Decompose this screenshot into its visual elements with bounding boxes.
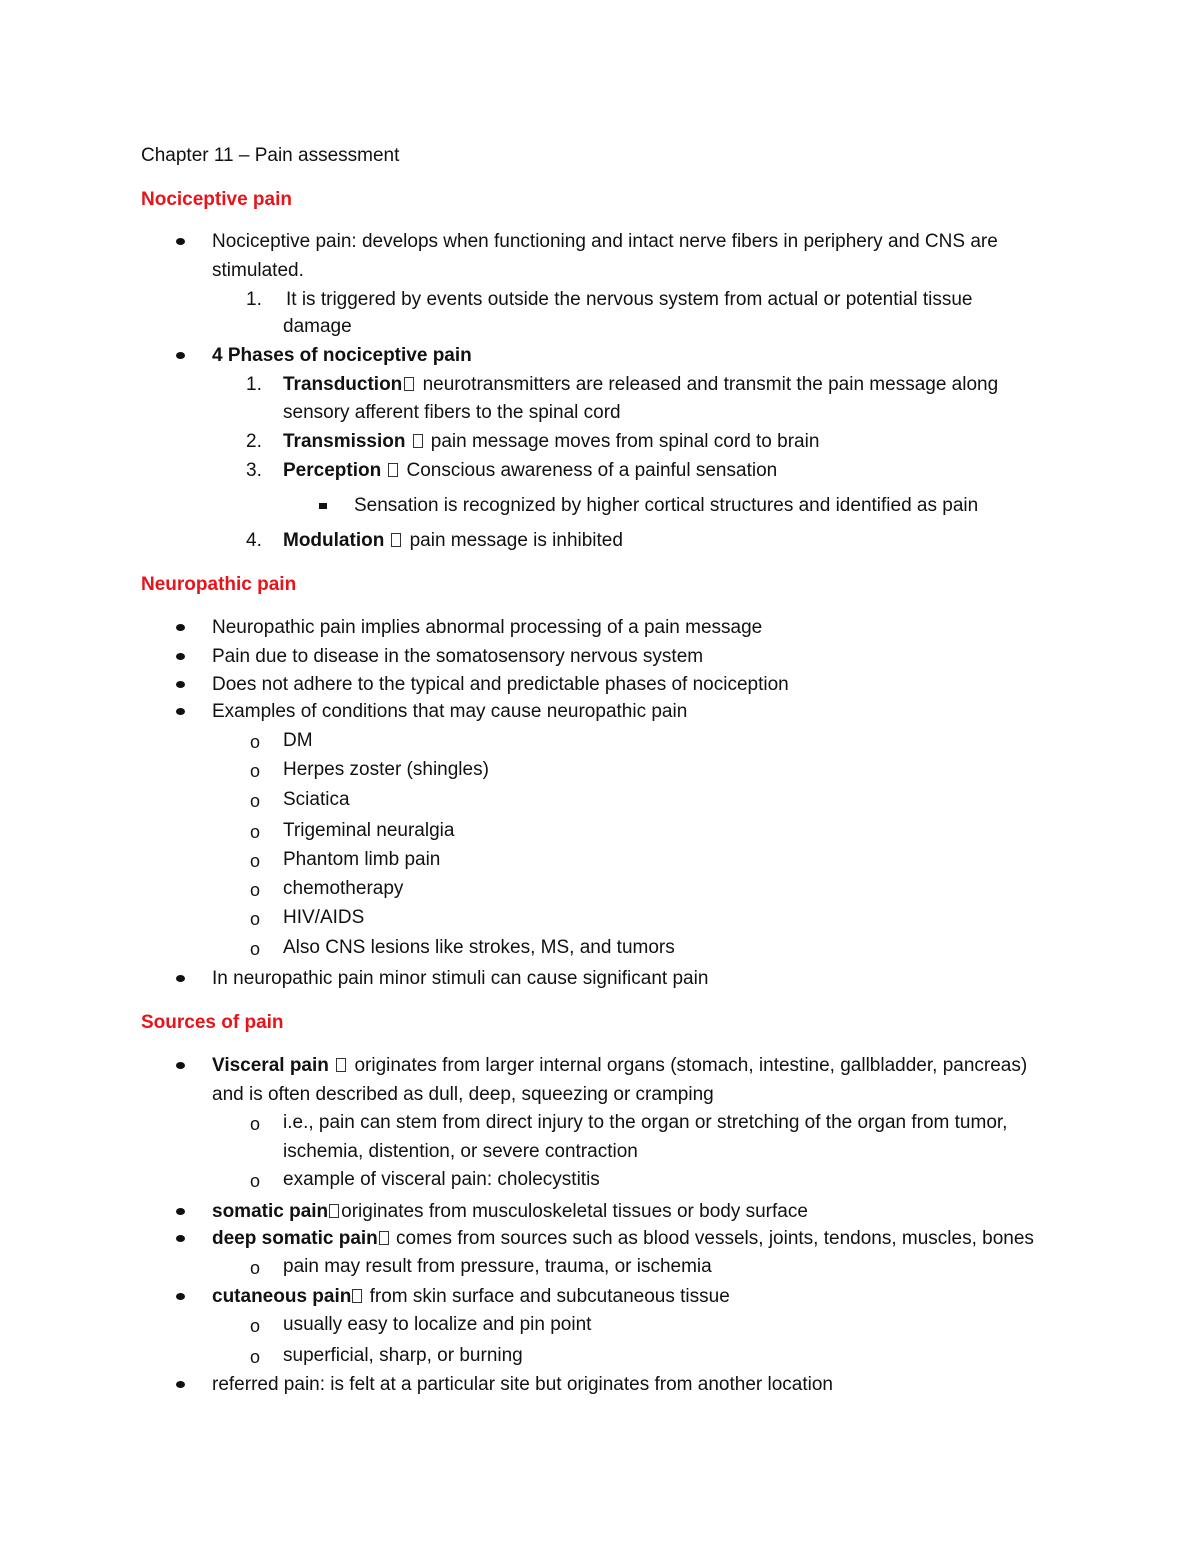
circle-bullet-icon: o xyxy=(250,1347,261,1367)
circle-bullet-icon: o xyxy=(250,851,261,871)
visceral-text: originates from larger internal organs (stomach, intestine, gallbladder, pancreas) xyxy=(349,1055,1028,1076)
phase-4-term: Modulation xyxy=(283,530,385,551)
example-item: HIV/AIDS xyxy=(283,907,365,928)
perception-sub-bullet: Sensation is recognized by higher cortical structures and identified as pain xyxy=(354,495,979,516)
nociceptive-bullet-1-line-1: Nociceptive pain: develops when functioning and intact nerve fibers in periphery and CNS are xyxy=(212,231,998,252)
phase-1-text: neurotransmitters are released and transmit the pain message along xyxy=(417,374,999,395)
circle-bullet-icon: o xyxy=(250,909,261,929)
deep-somatic-sub: pain may result from pressure, trauma, or ischemia xyxy=(283,1256,712,1277)
arrow-icon xyxy=(336,1058,346,1072)
cutaneous-bullet xyxy=(212,1285,730,1309)
visceral-line-1 xyxy=(212,1054,1027,1078)
example-item: Sciatica xyxy=(283,789,350,810)
arrow-icon xyxy=(388,463,398,477)
example-item: Trigeminal neuralgia xyxy=(283,820,455,841)
circle-bullet-icon: o xyxy=(250,732,261,752)
visceral-term: Visceral pain xyxy=(212,1055,335,1076)
circle-bullet-icon: o xyxy=(250,761,261,781)
circle-bullet-icon: o xyxy=(250,1114,261,1134)
phase-3-term: Perception xyxy=(283,460,382,481)
phase-2-term: Transmission xyxy=(283,431,406,452)
cutaneous-sub-2: superficial, sharp, or burning xyxy=(283,1345,523,1366)
somatic-bullet xyxy=(212,1200,808,1224)
nociceptive-item-1-line-2: damage xyxy=(283,316,352,337)
bullet-icon xyxy=(176,352,185,359)
circle-bullet-icon: o xyxy=(250,939,261,959)
nociceptive-bullet-2: 4 Phases of nociceptive pain xyxy=(212,345,472,366)
bullet-icon xyxy=(176,624,185,631)
referred-pain-bullet: referred pain: is felt at a particular site but originates from another location xyxy=(212,1374,833,1395)
circle-bullet-icon: o xyxy=(250,1316,261,1336)
list-number: 2. xyxy=(246,431,262,452)
visceral-line-2: and is often described as dull, deep, squeezing or cramping xyxy=(212,1084,714,1105)
arrow-icon xyxy=(391,533,401,547)
somatic-text: originates from musculoskeletal tissues or body surface xyxy=(341,1201,808,1222)
arrow-icon xyxy=(352,1289,362,1303)
phase-3 xyxy=(283,459,777,483)
phase-2 xyxy=(283,430,819,454)
circle-bullet-icon: o xyxy=(250,880,261,900)
circle-bullet-icon: o xyxy=(250,1258,261,1278)
bullet-icon xyxy=(176,681,185,688)
list-number: 1. xyxy=(246,289,262,310)
bullet-icon xyxy=(176,708,185,715)
bullet-icon xyxy=(176,1235,185,1242)
nociceptive-bullet-1-line-2: stimulated. xyxy=(212,260,304,281)
phase-1-line-2: sensory afferent fibers to the spinal cord xyxy=(283,402,621,423)
example-item: chemotherapy xyxy=(283,878,404,899)
circle-bullet-icon: o xyxy=(250,1171,261,1191)
square-bullet-icon xyxy=(319,503,327,509)
example-item: Also CNS lesions like strokes, MS, and tumors xyxy=(283,937,675,958)
heading-nociceptive: Nociceptive pain xyxy=(141,189,292,210)
list-number: 4. xyxy=(246,530,262,551)
visceral-sub-1-line-2: ischemia, distention, or severe contraction xyxy=(283,1141,638,1162)
visceral-sub-1-line-1: i.e., pain can stem from direct injury to the organ or stretching of the organ from tumor, xyxy=(283,1112,1008,1133)
phase-2-text: pain message moves from spinal cord to brain xyxy=(425,431,820,452)
cutaneous-sub-1: usually easy to localize and pin point xyxy=(283,1314,592,1335)
deep-somatic-term: deep somatic pain xyxy=(212,1228,378,1249)
bullet-icon xyxy=(176,1062,185,1069)
arrow-icon xyxy=(413,434,423,448)
arrow-icon xyxy=(379,1231,389,1245)
phase-1-line-1 xyxy=(283,373,998,397)
list-number: 1. xyxy=(246,374,262,395)
heading-sources: Sources of pain xyxy=(141,1012,284,1033)
phase-4 xyxy=(283,529,623,553)
phase-1-term: Transduction xyxy=(283,374,403,395)
phase-3-text: Conscious awareness of a painful sensation xyxy=(401,460,778,481)
bullet-icon xyxy=(176,238,185,245)
bullet-icon xyxy=(176,1293,185,1300)
heading-neuropathic: Neuropathic pain xyxy=(141,574,297,595)
arrow-icon xyxy=(404,377,414,391)
neuropathic-bullet: Pain due to disease in the somatosensory nervous system xyxy=(212,646,704,667)
circle-bullet-icon: o xyxy=(250,791,261,811)
visceral-sub-2: example of visceral pain: cholecystitis xyxy=(283,1169,600,1190)
cutaneous-term: cutaneous pain xyxy=(212,1286,352,1307)
bullet-icon xyxy=(176,1208,185,1215)
neuropathic-last-bullet: In neuropathic pain minor stimuli can cause significant pain xyxy=(212,968,709,989)
nociceptive-item-1-line-1: It is triggered by events outside the nervous system from actual or potential tissue xyxy=(286,289,973,310)
bullet-icon xyxy=(176,653,185,660)
document-title: Chapter 11 – Pain assessment xyxy=(141,145,400,166)
example-item: Phantom limb pain xyxy=(283,849,441,870)
deep-somatic-text: comes from sources such as blood vessels, joints, tendons, muscles, bones xyxy=(390,1228,1034,1249)
bullet-icon xyxy=(176,975,185,982)
neuropathic-bullet: Examples of conditions that may cause neuropathic pain xyxy=(212,701,688,722)
example-item: Herpes zoster (shingles) xyxy=(283,759,489,780)
neuropathic-bullet: Neuropathic pain implies abnormal processing of a pain message xyxy=(212,617,763,638)
somatic-term: somatic pain xyxy=(212,1201,329,1222)
arrow-icon xyxy=(329,1204,339,1218)
list-number: 3. xyxy=(246,460,262,481)
phase-4-text: pain message is inhibited xyxy=(404,530,623,551)
circle-bullet-icon: o xyxy=(250,822,261,842)
cutaneous-text: from skin surface and subcutaneous tissue xyxy=(364,1286,730,1307)
example-item: DM xyxy=(283,730,313,751)
deep-somatic-bullet xyxy=(212,1227,1034,1251)
neuropathic-bullet: Does not adhere to the typical and predictable phases of nociception xyxy=(212,674,789,695)
bullet-icon xyxy=(176,1381,185,1388)
